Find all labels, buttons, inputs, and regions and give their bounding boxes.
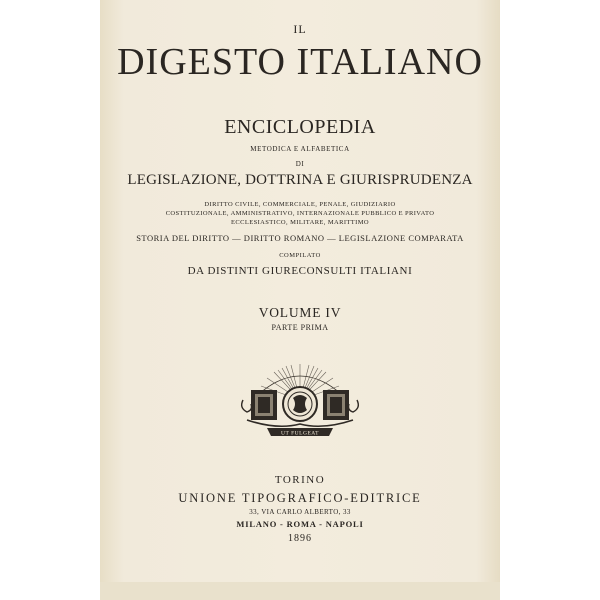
volume-part: PARTE PRIMA <box>271 323 329 332</box>
subtitle-legislazione: LEGISLAZIONE, DOTTRINA E GIURISPRUDENZA <box>127 172 473 188</box>
subjects-line-3: ECCLESIASTICO, MILITARE, MARITTIMO <box>230 219 370 226</box>
imprint-year: 1896 <box>288 533 312 544</box>
compiled-label: COMPILATO <box>279 252 321 259</box>
imprint-cities: MILANO - ROMA - NAPOLI <box>236 519 364 529</box>
emblem-motto: UT FULGEAT <box>280 430 320 437</box>
subjects-line-1: DIRITTO CIVILE, COMMERCIALE, PENALE, GIUDIZIARIO <box>204 201 396 208</box>
title-article: IL <box>293 22 307 36</box>
subtitle-di: DI <box>295 160 305 168</box>
compiled-by: DA DISTINTI GIURECONSULTI ITALIANI <box>187 265 413 277</box>
title-page <box>100 0 500 600</box>
main-title: DIGESTO ITALIANO <box>117 41 483 83</box>
subjects-line-2: COSTITUZIONALE, AMMINISTRATIVO, INTERNAZIONALE PUBBLICO E PRIVATO <box>165 210 435 217</box>
imprint-address: 33, VIA CARLO ALBERTO, 33 <box>249 508 351 516</box>
subjects-history: STORIA DEL DIRITTO — DIRITTO ROMANO — LEGISLAZIONE COMPARATA <box>136 233 464 243</box>
volume-number: VOLUME IV <box>258 305 342 320</box>
imprint-publisher: UNIONE TIPOGRAFICO-EDITRICE <box>178 491 422 505</box>
page-bottom-edge <box>100 582 500 600</box>
subtitle-enciclopedia: ENCICLOPEDIA <box>224 116 376 138</box>
subtitle-metodica: METODICA E ALFABETICA <box>250 145 350 153</box>
publisher-emblem <box>237 360 363 444</box>
imprint-city: TORINO <box>274 474 326 486</box>
